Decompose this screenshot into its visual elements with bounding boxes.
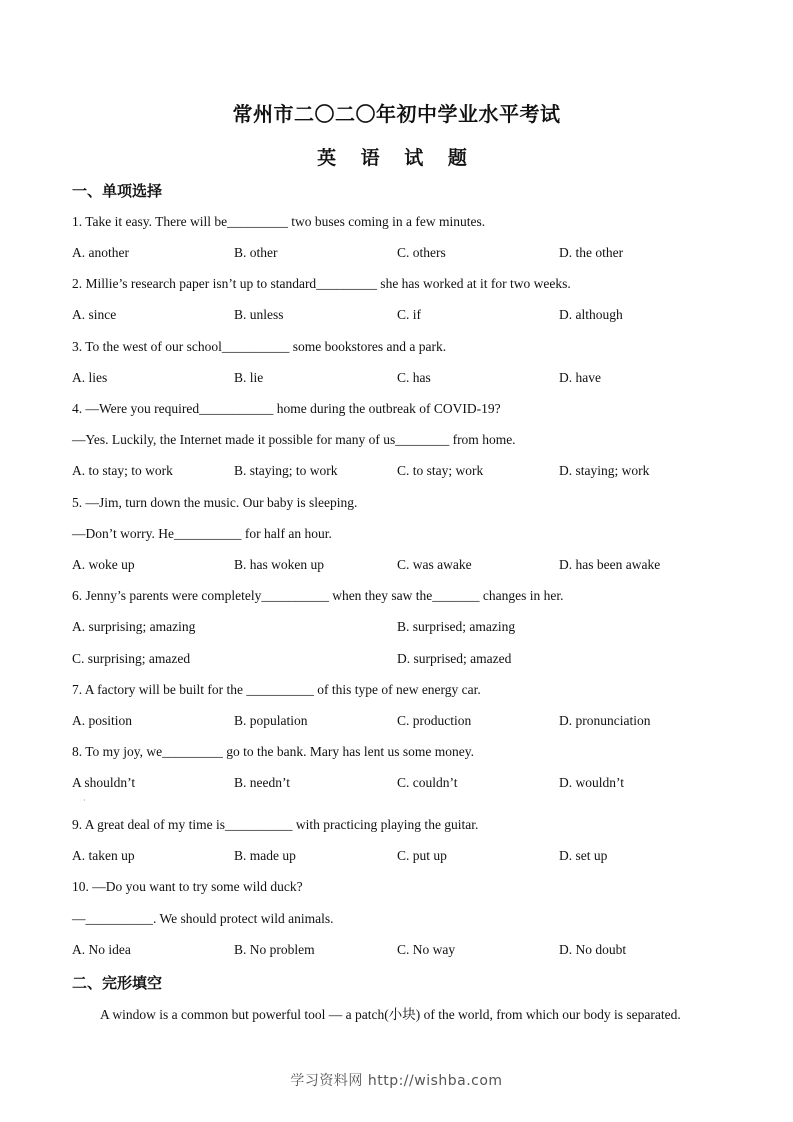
question-6-option-c: C. surprising; amazed xyxy=(72,651,191,666)
question-1-text: 1. Take it easy. There will be_________ two buses coming in a few minutes. xyxy=(72,214,486,229)
question-6-option-d: D. surprised; amazed xyxy=(397,651,512,666)
question-10-option-b: B. No problem xyxy=(234,942,315,957)
question-6-text: 6. Jenny’s parents were completely__________ when they saw the_______ changes in her. xyxy=(72,588,564,603)
footer-watermark: 学习资料网 http://wishba.com xyxy=(290,1073,503,1089)
question-7-text: 7. A factory will be built for the __________ of this type of new energy car. xyxy=(72,682,481,697)
question-4-option-a: A. to stay; to work xyxy=(72,463,173,478)
question-5-option-c: C. was awake xyxy=(397,557,472,572)
question-7-option-b: B. population xyxy=(234,713,308,728)
question-9-option-b: B. made up xyxy=(234,848,296,863)
question-10-option-a: A. No idea xyxy=(72,942,131,957)
question-3-option-c: C. has xyxy=(397,370,431,385)
question-8-text: 8. To my joy, we_________ go to the bank. Mary has lent us some money. xyxy=(72,744,475,759)
question-9-text: 9. A great deal of my time is__________ with practicing playing the guitar. xyxy=(72,817,479,832)
question-3-option-b: B. lie xyxy=(234,370,264,385)
question-2-text: 2. Millie’s research paper isn’t up to standard_________ she has worked at it for two weeks. xyxy=(72,276,571,291)
question-9-option-c: C. put up xyxy=(397,848,447,863)
question-2-option-c: C. if xyxy=(397,307,422,322)
question-1-option-d: D. the other xyxy=(559,245,624,260)
question-5-text: 5. —Jim, turn down the music. Our baby is sleeping. xyxy=(72,495,358,510)
exam-subtitle: 英 语 试 题 xyxy=(317,147,476,169)
question-6-option-b: B. surprised; amazing xyxy=(397,619,516,634)
question-4-option-c: C. to stay; work xyxy=(397,463,484,478)
question-4-option-d: D. staying; work xyxy=(559,463,650,478)
question-4-reply: —Yes. Luckily, the Internet made it possible for many of us________ from home. xyxy=(72,432,516,447)
question-10-option-d: D. No doubt xyxy=(559,942,627,957)
question-10-option-c: C. No way xyxy=(397,942,456,957)
cloze-passage-line: A window is a common but powerful tool — a patch(小块) of the world, from which our body is separated. xyxy=(100,1007,681,1022)
question-8-option-b: B. needn’t xyxy=(234,775,290,790)
question-6-option-a: A. surprising; amazing xyxy=(72,619,196,634)
question-9-option-a: A. taken up xyxy=(72,848,135,863)
question-1-option-a: A. another xyxy=(72,245,129,260)
question-8-option-c: C. couldn’t xyxy=(397,775,458,790)
question-3-text: 3. To the west of our school__________ some bookstores and a park. xyxy=(72,339,447,354)
section-heading-cloze: 二、完形填空 xyxy=(72,974,163,992)
exam-title: 常州市二〇二〇年初中学业水平考试 xyxy=(232,102,561,126)
question-5-option-b: B. has woken up xyxy=(234,557,324,572)
question-10-text: 10. —Do you want to try some wild duck? xyxy=(72,879,303,894)
question-3-option-a: A. lies xyxy=(72,370,108,385)
question-2-option-a: A. since xyxy=(72,307,117,322)
question-9-option-d: D. set up xyxy=(559,848,608,863)
question-10-reply: —__________. We should protect wild animals. xyxy=(72,911,334,926)
question-1-option-c: C. others xyxy=(397,245,446,260)
question-3-option-d: D. have xyxy=(559,370,601,385)
question-4-text: 4. —Were you required___________ home during the outbreak of COVID-19? xyxy=(72,401,501,416)
question-5-reply: —Don’t worry. He__________ for half an hour. xyxy=(72,526,332,541)
question-8-option-a: A shouldn’t xyxy=(72,775,136,790)
question-2-option-b: B. unless xyxy=(234,307,284,322)
question-2-option-d: D. although xyxy=(559,307,623,322)
stray-dot-mark: · xyxy=(83,796,86,805)
question-5-option-a: A. woke up xyxy=(72,557,135,572)
question-7-option-a: A. position xyxy=(72,713,133,728)
section-heading-single-choice: 一、单项选择 xyxy=(72,182,163,200)
question-5-option-d: D. has been awake xyxy=(559,557,661,572)
question-7-option-d: D. pronunciation xyxy=(559,713,651,728)
question-7-option-c: C. production xyxy=(397,713,472,728)
question-4-option-b: B. staying; to work xyxy=(234,463,338,478)
question-8-option-d: D. wouldn’t xyxy=(559,775,625,790)
question-1-option-b: B. other xyxy=(234,245,278,260)
